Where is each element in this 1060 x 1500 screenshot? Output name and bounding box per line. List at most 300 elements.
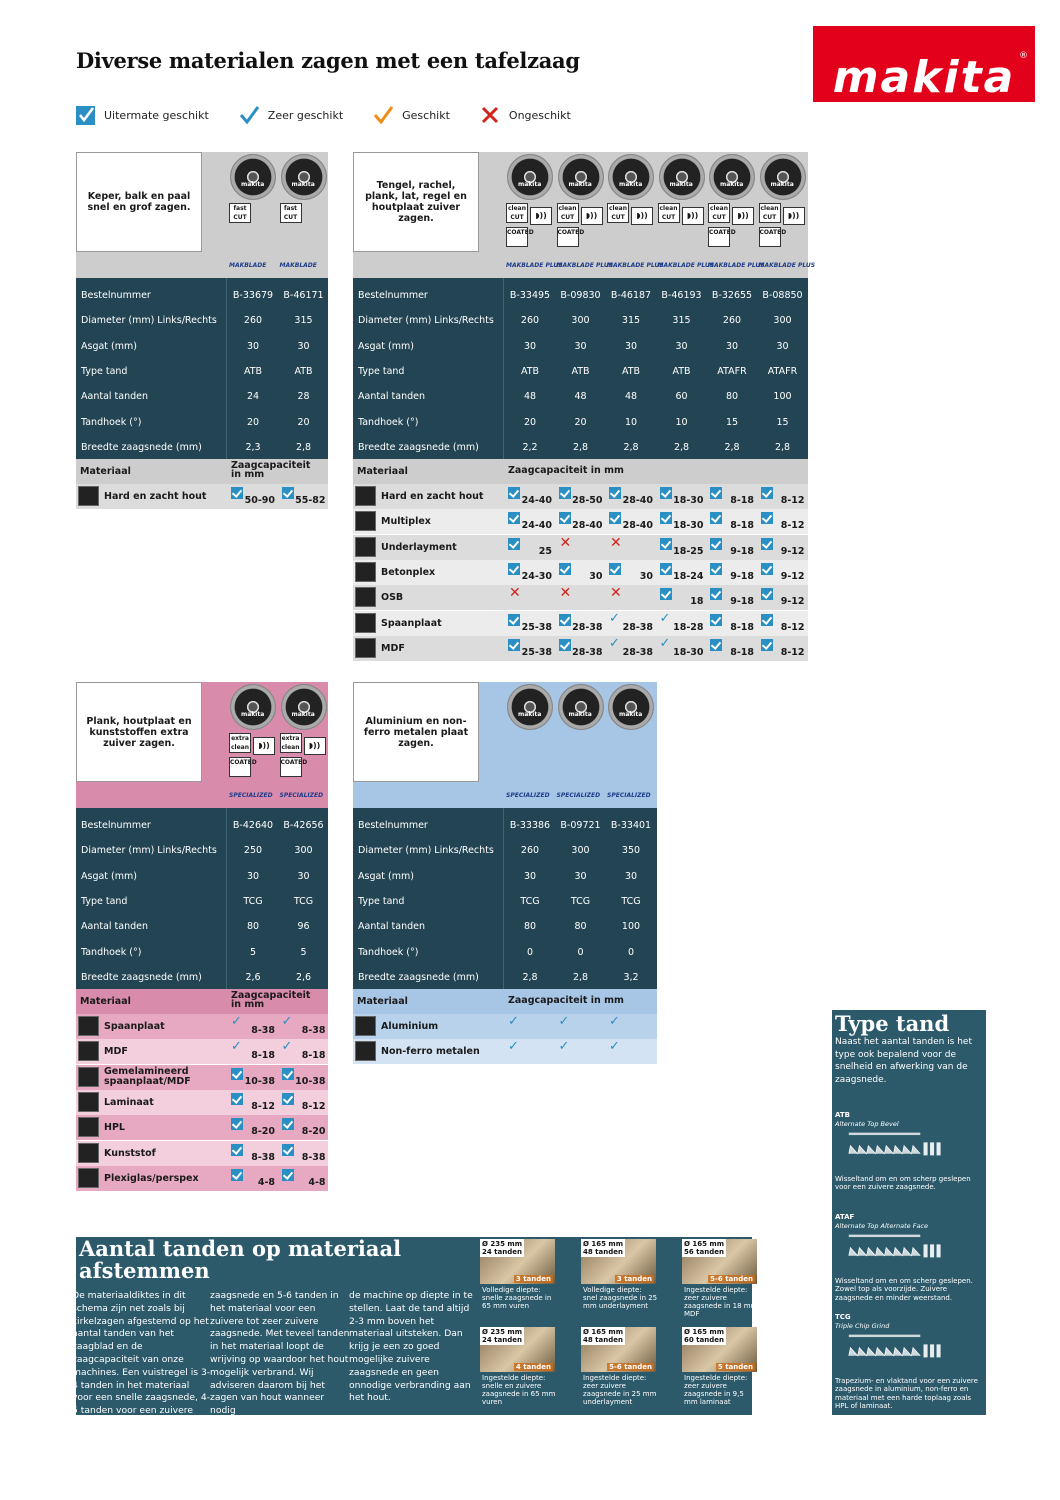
spec-value: 5 [300, 946, 307, 958]
spec-value: 30 [297, 340, 310, 352]
box-check-icon [710, 512, 722, 524]
product-line-label: MAKBLADE PLUS [506, 262, 563, 269]
spec-value: 80 [574, 921, 587, 933]
legend-item [239, 105, 343, 125]
photo-caption: Volledige diepte: snelle zaagsnede in 65 mm vuren [482, 1286, 552, 1310]
spec-value: 10 [624, 416, 638, 428]
capacity-value: 4-8 [257, 1176, 275, 1188]
spec-label: Breedte zaagsnede (mm) [81, 971, 202, 983]
blue-check-icon: ✓ [231, 1014, 242, 1030]
box-check-icon [282, 1144, 294, 1156]
spec-value: 300 [571, 315, 590, 327]
teeth-heading: Aantal tanden op materiaal afstemmen [79, 1236, 402, 1283]
spec-label: Aantal tanden [81, 391, 149, 403]
capacity-value: 55-82 [295, 495, 326, 507]
material-header-label: Materiaal [357, 996, 408, 1008]
box-check-icon [231, 1118, 243, 1130]
spec-row [353, 384, 808, 409]
capacity-cell [279, 1090, 329, 1115]
capacity-value: 4-8 [308, 1176, 326, 1188]
spec-value: 350 [621, 845, 641, 857]
spec-row [76, 384, 328, 409]
feature-badge: clean CUT [659, 205, 678, 221]
legend-label: Uitermate geschikt [104, 108, 209, 122]
capacity-cell [505, 1014, 555, 1039]
spec-row [353, 435, 808, 460]
spec-row [76, 435, 328, 460]
photo-tag: Ø 165 mm 56 tanden [684, 1240, 725, 1256]
material-icon [78, 486, 99, 506]
spec-value: 30 [725, 340, 739, 352]
feature-badge: COATED [506, 227, 528, 247]
box-check-icon [761, 563, 773, 575]
spec-row [353, 889, 657, 914]
box-check-icon [710, 639, 722, 651]
saw-tooth-diagram [838, 1333, 953, 1359]
spec-value: 48 [523, 391, 537, 403]
photo-teeth-count: 4 tanden [515, 1363, 551, 1371]
material-name: Aluminium [381, 1021, 439, 1033]
material-row [353, 535, 808, 560]
spec-value: B-09721 [560, 820, 601, 831]
spec-value: B-33386 [509, 820, 551, 831]
red-cross-icon: ✕ [509, 585, 521, 602]
spec-label: Bestelnummer [81, 290, 151, 301]
blue-check-icon: ✓ [508, 1014, 519, 1030]
blade-brand-label: makita [720, 181, 744, 188]
type-tand-heading: Type tand [835, 1011, 950, 1036]
capacity-cell [228, 1014, 278, 1039]
panel-plank-kunststof [76, 682, 328, 1191]
capacity-cell [505, 1039, 555, 1064]
material-row [76, 1141, 328, 1166]
spec-value: 315 [294, 315, 313, 327]
capacity-value: 8-18 [251, 1050, 275, 1062]
spec-divider [503, 278, 504, 459]
material-name: Kunststof [104, 1147, 156, 1159]
tooth-type-description: Wisseltand om en om scherp geslepen voor een zuivere zaagsnede. [835, 1175, 971, 1192]
page-title: Diverse materialen zagen met een tafelzaag [76, 48, 580, 73]
saw-blade-image [507, 154, 553, 200]
material-row [76, 1090, 328, 1115]
spec-value: TCG [570, 895, 591, 907]
capacity-cell [606, 636, 656, 661]
spec-label: Bestelnummer [81, 820, 151, 831]
spec-row [76, 308, 328, 333]
saw-blade-image [281, 154, 327, 200]
spec-value: B-46171 [283, 290, 324, 301]
spec-value: 60 [675, 391, 688, 403]
material-header-row [353, 459, 808, 484]
capacity-value: 9-18 [730, 571, 754, 582]
spec-value: 28 [297, 391, 310, 403]
spec-value: 30 [297, 870, 310, 882]
capacity-value: 8-38 [251, 1151, 275, 1163]
saw-tooth-diagram [838, 1131, 953, 1157]
panel-aluminium [353, 682, 657, 1065]
box-check-icon [231, 1144, 243, 1156]
blue-check-icon: ✓ [231, 1039, 242, 1055]
spec-label: Tandhoek (°) [81, 416, 142, 428]
cut-depth-photo [682, 1327, 757, 1372]
product-line-label: MAKBLADE PLUS [758, 262, 816, 269]
low-noise-icon: ◗)) [631, 207, 653, 225]
spec-table [353, 278, 808, 459]
spec-row [76, 334, 328, 359]
capacity-cell [228, 1090, 278, 1115]
capacity-value: 9-18 [730, 545, 754, 557]
spec-label: Bestelnummer [358, 290, 428, 301]
capacity-value: 18-25 [673, 545, 704, 557]
spec-value: TCG [520, 895, 540, 907]
photo-caption: Ingestelde diepte: zeer zuivere zaagsnede in 25 mm underlayment [583, 1374, 657, 1406]
product-line-label: MAKBLADE PLUS [607, 262, 664, 269]
capacity-cell [606, 535, 656, 560]
material-name: Hard en zacht hout [104, 491, 207, 503]
spec-value: 2,6 [295, 971, 312, 983]
capacity-cell [505, 636, 555, 661]
photo-caption: Ingestelde diepte: snelle en zuivere zaagsnede in 65 mm vuren [482, 1374, 556, 1406]
spec-row [76, 940, 328, 965]
legend-item [373, 105, 450, 125]
teeth-column: de machine op diepte in te stellen. Laat de tand altijd 2-3 mm boven het materiaal uitsteken. Dan krijg je een zo goed mogelijke zuivere zaagsnede en geen onnodige verbranding aan het hout. [349, 1290, 473, 1404]
panel-description: Aluminium en non-ferro metalen plaat zagen. [353, 682, 479, 782]
box-check-icon [761, 639, 773, 651]
spec-table [76, 278, 328, 459]
capacity-header: Zaagcapaciteit in mm [231, 990, 311, 1011]
box-check-icon [231, 487, 243, 499]
capacity-value: 18-28 [673, 621, 704, 633]
spec-value: 0 [627, 946, 635, 958]
spec-value: B-08850 [762, 290, 803, 301]
capacity-cell [707, 636, 757, 661]
capacity-cell [505, 585, 555, 610]
spec-value: B-32655 [711, 290, 753, 301]
panel-tengel-rachel [353, 152, 816, 661]
material-name: Betonplex [381, 567, 436, 578]
capacity-cell [758, 636, 808, 661]
spec-value: 2,6 [245, 971, 261, 983]
capacity-cell [606, 1014, 656, 1039]
product-line-label: SPECIALIZED [607, 792, 651, 799]
spec-row [353, 838, 657, 863]
capacity-value: 18-24 [673, 571, 704, 582]
spec-label: Asgat (mm) [81, 870, 137, 882]
spec-value: 2,8 [623, 441, 639, 453]
photo-teeth-count: 3 tanden [616, 1275, 652, 1283]
material-icon [355, 613, 376, 633]
material-row [353, 509, 808, 534]
capacity-value: 28-38 [622, 646, 653, 658]
type-tand-intro: Naast het aantal tanden is het type ook bepalend voor de snelheid en afwerking van de zaagsnede. [835, 1037, 972, 1085]
capacity-value: 8-18 [730, 621, 754, 633]
capacity-cell [758, 560, 808, 585]
box-check-icon [660, 588, 672, 600]
capacity-value: 9-12 [780, 545, 805, 557]
spec-label: Diameter (mm) Links/Rechts [358, 315, 494, 327]
spec-value: 5 [249, 946, 257, 958]
spec-value: 315 [621, 315, 641, 327]
blade-brand-label: makita [518, 711, 542, 718]
spec-value: ATAFR [767, 365, 798, 377]
spec-value: 260 [520, 315, 540, 327]
photo-teeth-count: 5-6 tanden [710, 1275, 753, 1283]
spec-value: ATB [672, 365, 691, 377]
capacity-value: 8-12 [780, 621, 805, 633]
spec-row [353, 965, 657, 990]
spec-value: 80 [523, 921, 537, 933]
box-check-icon [282, 487, 294, 499]
material-name: Spaanplaat [104, 1021, 165, 1033]
photo-teeth-count: 5 tanden [717, 1363, 753, 1371]
product-line-label: MAKBLADE PLUS [556, 262, 614, 269]
capacity-value: 28-38 [572, 646, 603, 658]
low-noise-icon: ◗)) [682, 207, 704, 225]
blade-brand-label: makita [770, 181, 794, 188]
capacity-cell [556, 585, 606, 610]
box-check-icon [282, 1118, 294, 1130]
material-name: Non-ferro metalen [381, 1046, 480, 1058]
capacity-value: 18-30 [673, 495, 704, 507]
material-name: Multiplex [381, 516, 431, 528]
spec-table [76, 808, 328, 989]
material-row [353, 1039, 657, 1064]
tooth-type-code: ATB [835, 1111, 850, 1119]
box-check-icon [609, 563, 621, 575]
product-line-label: SPECIALIZED [556, 792, 601, 799]
spec-value: 2,8 [673, 441, 690, 453]
material-name: Gemelamineerd spaanplaat/MDF [104, 1065, 191, 1087]
legend-label: Ongeschikt [508, 108, 571, 122]
material-icon [355, 638, 376, 658]
capacity-value: 8-18 [730, 520, 754, 532]
capacity-value: 50-90 [244, 495, 275, 507]
feature-badge: COATED [280, 757, 302, 777]
red-cross-icon: ✕ [610, 585, 622, 602]
capacity-value: 8-12 [780, 646, 805, 658]
box-check-icon [710, 487, 722, 499]
material-name: Underlayment [381, 541, 457, 553]
spec-label: Type tand [358, 365, 405, 377]
box-check-icon [710, 563, 722, 575]
capacity-value: 30 [589, 571, 603, 582]
teeth-column: zaagsnede en 5-6 tanden in het materiaal voor een zuivere tot zeer zuivere zaagsnede. Met teveel tanden in het materiaal loopt de wrijving op waardoor het hout mogelijk verbrand. Wij adviseren daarom bij het zagen van hout wanneer nodig [210, 1290, 350, 1417]
blue-check-icon: ✓ [659, 635, 671, 651]
box-check-icon [76, 106, 95, 125]
box-check-icon [710, 538, 722, 550]
capacity-cell [606, 560, 656, 585]
material-icon [355, 537, 376, 557]
spec-label: Breedte zaagsnede (mm) [358, 971, 479, 983]
capacity-cell [657, 509, 707, 534]
box-check-icon [761, 512, 773, 524]
box-check-icon [660, 538, 672, 550]
spec-value: 2,8 [522, 971, 538, 983]
capacity-cell [556, 611, 606, 636]
product-line-label: MAKBLADE PLUS [657, 262, 715, 269]
blade-brand-label: makita [241, 711, 265, 718]
box-check-icon [559, 563, 571, 575]
spec-row [353, 813, 657, 838]
feature-badge: COATED [557, 227, 579, 247]
spec-value: 260 [520, 845, 540, 857]
spec-row [76, 813, 328, 838]
feature-badge: fast CUT [280, 203, 302, 223]
capacity-value: 8-12 [780, 495, 805, 507]
spec-value: 30 [675, 340, 688, 352]
capacity-cell [707, 535, 757, 560]
box-check-icon [761, 614, 773, 626]
spec-value: 0 [577, 946, 584, 958]
blade-brand-label: makita [568, 711, 592, 718]
feature-badge: COATED [708, 227, 730, 247]
spec-value: 2,8 [774, 441, 791, 453]
capacity-cell [758, 585, 808, 610]
spec-divider [503, 808, 504, 989]
capacity-value: 8-38 [301, 1151, 326, 1163]
capacity-value: 25-38 [521, 621, 552, 633]
spec-value: 15 [776, 416, 789, 428]
blue-check-icon: ✓ [508, 1039, 519, 1055]
spec-label: Asgat (mm) [358, 340, 414, 352]
spec-label: Tandhoek (°) [81, 946, 142, 958]
red-cross-icon: ✕ [610, 534, 622, 551]
tooth-type-code: ATAF [835, 1213, 855, 1221]
tooth-type-description: Wisseltand om en om scherp geslepen. Zowel top als voorzijde. Zuivere zaagsnede en minder weerstand. [835, 1277, 973, 1302]
spec-value: 48 [624, 391, 638, 403]
blue-check-icon: ✓ [281, 1014, 293, 1030]
capacity-cell [279, 1166, 329, 1191]
box-check-icon [761, 538, 773, 550]
spec-value: 2,3 [245, 441, 261, 453]
spec-value: B-33495 [509, 290, 551, 301]
material-row [76, 1039, 328, 1064]
spec-value: ATAFR [717, 365, 747, 377]
material-name: MDF [381, 642, 405, 654]
saw-tooth-diagram [838, 1233, 953, 1259]
capacity-value: 8-38 [301, 1025, 326, 1037]
blue-check-icon: ✓ [609, 1039, 620, 1055]
spec-label: Aantal tanden [81, 921, 149, 933]
feature-badge: clean CUT [709, 205, 728, 221]
spec-value: 80 [246, 921, 260, 933]
spec-value: 96 [297, 921, 310, 933]
spec-label: Tandhoek (°) [358, 416, 419, 428]
low-noise-icon: ◗)) [783, 207, 805, 225]
spec-value: B-33401 [610, 820, 652, 831]
material-header-label: Materiaal [357, 466, 408, 478]
material-row [76, 484, 328, 509]
capacity-cell [556, 509, 606, 534]
spec-value: TCG [621, 895, 641, 907]
box-check-icon [231, 1169, 243, 1181]
blade-brand-label: makita [518, 181, 542, 188]
capacity-value: 8-18 [730, 646, 754, 658]
photo-tag: Ø 235 mm 24 tanden [482, 1240, 523, 1256]
legend-item [76, 106, 209, 125]
spec-value: 30 [523, 340, 537, 352]
spec-value: 24 [246, 391, 260, 403]
capacity-value: 8-12 [301, 1101, 326, 1112]
capacity-cell [657, 484, 707, 509]
spec-value: 48 [574, 391, 587, 403]
capacity-value: 28-40 [622, 520, 653, 532]
capacity-cell [505, 484, 555, 509]
capacity-cell [556, 1039, 606, 1064]
material-icon [355, 511, 376, 531]
teeth-column: De materiaaldiktes in dit schema zijn net zoals bij cirkelzagen afgestemd op het aantal tanden van het zaagblad en de zaagcapaciteit van onze machines. Een vuistregel is 3-4 tanden in het materiaal voor een snelle zaagsnede, 4-5 tanden voor een zuivere [72, 1290, 211, 1417]
spec-value: 300 [773, 315, 792, 327]
blade-brand-label: makita [619, 181, 643, 188]
material-icon [355, 1041, 376, 1061]
spec-row [353, 864, 657, 889]
box-check-icon [282, 1169, 294, 1181]
capacity-cell [556, 484, 606, 509]
spec-value: 15 [725, 416, 739, 428]
spec-row [353, 914, 657, 939]
legend-label: Zeer geschikt [267, 108, 344, 122]
feature-badge: clean CUT [760, 205, 779, 221]
spec-value: B-33679 [232, 290, 274, 301]
spec-value: 30 [574, 340, 587, 352]
registered-mark: ® [1019, 51, 1028, 61]
product-line-label: MAKBLADE PLUS [708, 262, 765, 269]
blade-brand-label: makita [619, 711, 643, 718]
red-cross-icon [480, 105, 500, 125]
spec-value: B-46187 [610, 290, 652, 301]
product-line-label: SPECIALIZED [506, 792, 550, 799]
photo-teeth-count: 5-6 tanden [609, 1363, 652, 1371]
box-check-icon [508, 538, 520, 550]
capacity-cell [228, 484, 278, 509]
spec-value: B-42640 [232, 820, 274, 831]
material-header-row [76, 989, 328, 1014]
saw-blade-image [608, 154, 654, 200]
makita-logo [813, 26, 1035, 102]
spec-value: 260 [243, 315, 263, 327]
spec-label: Asgat (mm) [81, 340, 137, 352]
capacity-cell [606, 611, 656, 636]
product-line-label: SPECIALIZED [279, 792, 324, 799]
material-row [76, 1014, 328, 1039]
box-check-icon [231, 1068, 243, 1080]
box-check-icon [282, 1093, 294, 1105]
type-tand-panel [832, 1010, 986, 1415]
blade-brand-label: makita [291, 711, 315, 718]
blue-check-icon [239, 105, 259, 125]
box-check-icon [609, 512, 621, 524]
capacity-cell [606, 484, 656, 509]
capacity-cell [556, 1014, 606, 1039]
capacity-value: 24-40 [521, 495, 552, 507]
spec-row [76, 838, 328, 863]
box-check-icon [508, 487, 520, 499]
spec-value: 300 [571, 845, 590, 857]
blue-check-icon: ✓ [609, 610, 620, 626]
capacity-value: 8-38 [251, 1025, 275, 1037]
blade-brand-label: makita [669, 181, 693, 188]
blue-check-icon: ✓ [609, 1014, 620, 1030]
spec-row [353, 940, 657, 965]
tooth-type-code: TCG [835, 1313, 851, 1321]
material-header-label: Materiaal [80, 466, 131, 478]
spec-row [76, 864, 328, 889]
capacity-cell [228, 1166, 278, 1191]
capacity-cell [505, 535, 555, 560]
material-name: Spaanplaat [381, 617, 442, 629]
spec-value: 2,8 [295, 441, 312, 453]
capacity-cell [758, 611, 808, 636]
